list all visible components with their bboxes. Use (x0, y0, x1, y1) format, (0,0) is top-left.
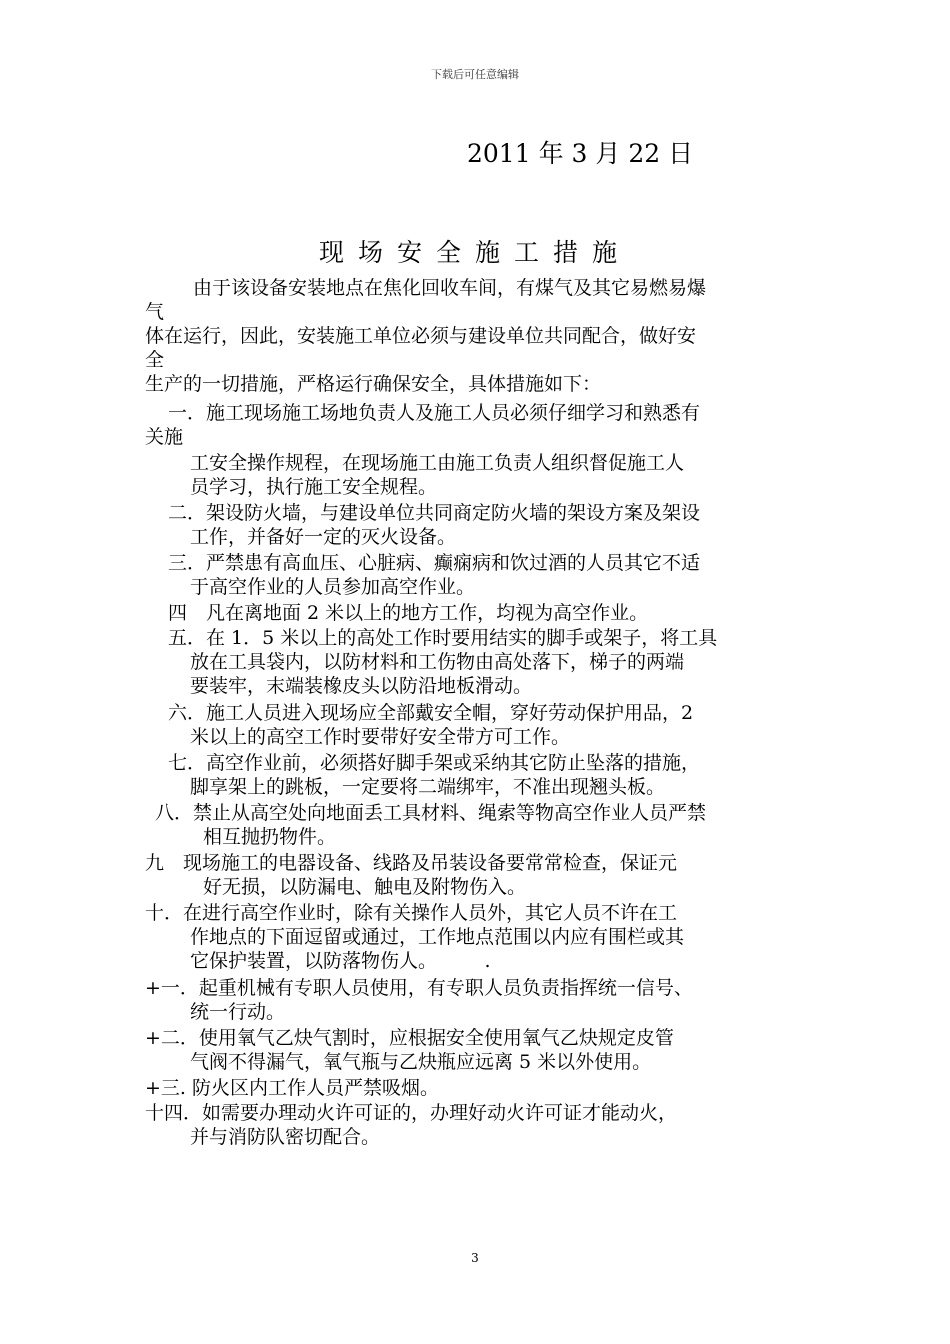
body-line: 关施 (145, 426, 184, 448)
document-title: 现场安全施工措施 (318, 238, 631, 267)
body-line: 全 (145, 349, 165, 371)
body-line: 六．施工人员进入现场应全部戴安全帽，穿好劳动保护用品，2 (168, 702, 694, 724)
body-line: 气阀不得漏气，氧气瓶与乙炔瓶应远离 5 米以外使用。 (190, 1051, 652, 1073)
body-line: 二．架设防火墙，与建设单位共同商定防火墙的架设方案及架设 (168, 502, 701, 524)
body-line: 员学习，执行施工安全规程。 (190, 476, 438, 498)
body-line: 生产的一切措施，严格运行确保安全，具体措施如下： (145, 373, 602, 395)
body-line: 工作，并备好一定的灭火设备。 (190, 526, 457, 548)
body-line: 要装牢，末端装橡皮头以防沿地板滑动。 (190, 675, 533, 697)
body-line: 脚享架上的跳板，一定要将二端绑牢，不准出现翘头板。 (190, 776, 666, 798)
body-line: 十．在进行高空作业时，除有关操作人员外，其它人员不许在工 (145, 902, 678, 924)
body-line: 好无损，以防漏电、触电及附物伤入。 (203, 876, 527, 898)
page-header-note: 下载后可任意编辑 (431, 68, 519, 81)
body-line: 七．高空作业前，必须搭好脚手架或采纳其它防止坠落的措施， (168, 752, 701, 774)
body-line: 十四．如需要办理动火许可证的，办理好动火许可证才能动火， (145, 1102, 678, 1124)
body-line: 八．禁止从高空处向地面丢工具材料、绳索等物高空作业人员严禁 (155, 802, 707, 824)
body-line: 四 凡在离地面 2 米以上的地方工作，均视为高空作业。 (168, 602, 649, 624)
body-line: +二．使用氧气乙炔气割时，应根据安全使用氧气乙炔规定皮管 (145, 1027, 674, 1049)
body-line: 工安全操作规程，在现场施工由施工负责人组织督促施工人 (190, 452, 685, 474)
body-line: 统一行动。 (190, 1001, 286, 1023)
body-line: 气 (145, 301, 165, 323)
body-line: 它保护装置，以防落物伤人。 . (190, 950, 491, 972)
body-line: 并与消防队密切配合。 (190, 1126, 381, 1148)
body-line: 于高空作业的人员参加高空作业。 (190, 576, 476, 598)
body-line: 五．在 1．5 米以上的高处工作时要用结实的脚手或架子，将工具 (168, 627, 718, 649)
body-line: 三．严禁患有高血压、心脏病、癫痫病和饮过酒的人员其它不适 (168, 552, 701, 574)
body-line: 由于该设备安装地点在焦化回收车间，有煤气及其它易燃易爆 (193, 277, 707, 299)
body-line: 相互抛扔物件。 (203, 826, 337, 848)
body-line: 放在工具袋内，以防材料和工伤物由高处落下，梯子的两端 (190, 651, 685, 673)
body-line: 米以上的高空工作时要带好安全带方可工作。 (190, 726, 571, 748)
document-date: 2011 年 3 月 22 日 (467, 139, 694, 168)
page-number: 3 (471, 1251, 479, 1265)
body-line: +一．起重机械有专职人员使用，有专职人员负责指挥统一信号、 (145, 977, 693, 999)
body-line: 一．施工现场施工场地负责人及施工人员必须仔细学习和熟悉有 (168, 402, 701, 424)
body-line: 作地点的下面逗留或通过，工作地点范围以内应有围栏或其 (190, 926, 685, 948)
body-line: 九 现场施工的电器设备、线路及吊装设备要常常检查，保证元 (145, 852, 678, 874)
body-line: +三. 防火区内工作人员严禁吸烟。 (145, 1077, 439, 1099)
body-line: 体在运行，因此，安装施工单位必须与建设单位共同配合，做好安 (145, 325, 697, 347)
